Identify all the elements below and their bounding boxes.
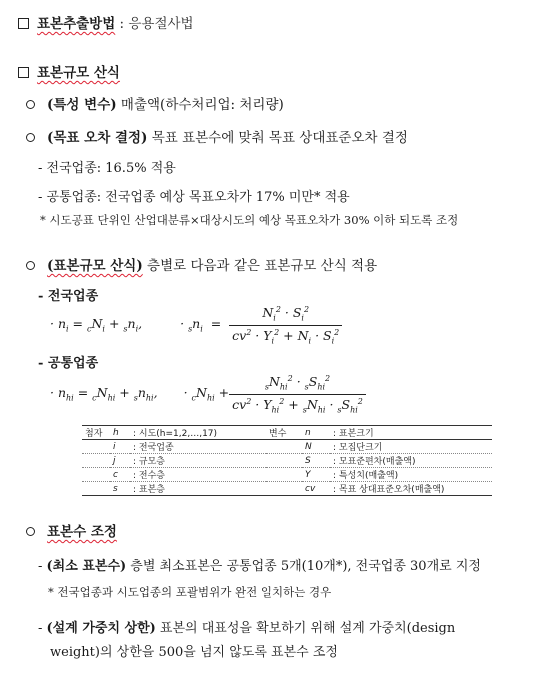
formula-national: · $n_i = _cN_i + _sn_i$, · $_sn_i$ = $\frac{N_i^2 \cdot S_i^2}{cv^2 \cdot Y_i^2 + N_i \cdot S_i^2}$ <box>50 305 342 345</box>
footnote-sido: * 시도공표 단위인 산업대분류×대상시도의 예상 목표오차가 30% 이하 되도록 조정 <box>40 213 459 227</box>
circle-bullet-icon <box>26 527 35 536</box>
subheading-common: - 공통업종 <box>38 356 99 371</box>
circle-bullet-icon <box>26 133 35 142</box>
section-title-sample-size-formula: 표본규모 산식 <box>18 61 120 81</box>
bullet-sample-size-formula: (표본규모 산식) 층별로 다음과 같은 표본규모 산식 적용 <box>26 254 377 274</box>
square-bullet-icon <box>18 67 29 78</box>
section-title-sampling-method: 표본추출방법 : 응용절사법 <box>18 12 194 32</box>
circle-bullet-icon <box>26 100 35 109</box>
detail-minimum-sample: - (최소 표본수) 층별 최소표본은 공통업종 5개(10개*), 전국업종 30개로 지정 <box>38 559 481 574</box>
detail-weight-cap: - (설계 가중치 상한) 표본의 대표성을 확보하기 위해 설계 가중치(design <box>38 621 456 636</box>
bullet-sample-adjustment: 표본수 조정 <box>26 520 117 540</box>
detail-common-industry: - 공통업종: 전국업종 예상 목표오차가 17% 미만* 적용 <box>38 190 350 205</box>
detail-weight-cap-line2: weight)의 상한을 500을 넘지 않도록 표본수 조정 <box>50 645 338 660</box>
notation-row: j : 규모층 S : 모표준편차(매출액) <box>82 454 492 468</box>
bullet-target-variable: (특성 변수) 매출액(하수처리업: 처리량) <box>26 93 284 113</box>
notation-row: i : 전국업종 N : 모집단크기 <box>82 440 492 454</box>
square-bullet-icon <box>18 18 29 29</box>
notation-header-row: 첨자 h : 시도(h=1,2,…,17) 변수 n : 표본크기 <box>82 426 492 440</box>
notation-row: c : 전수층 Y : 특성치(매출액) <box>82 468 492 482</box>
circle-bullet-icon <box>26 261 35 270</box>
subheading-national: - 전국업종 <box>38 289 99 304</box>
notation-row: s : 표본층 cv : 목표 상대표준오차(매출액) <box>82 482 492 496</box>
bullet-target-error: (목표 오차 결정) 목표 표본수에 맞춰 목표 상대표준오차 결정 <box>26 126 408 146</box>
detail-national-industry: - 전국업종: 16.5% 적용 <box>38 161 176 176</box>
formula-common: · $n_{hi} = _cN_{hi} + _sn_{hi}$, · $_cN_{hi}$ + $\frac{_sN_{hi}^2 \cdot _sS_{hi}^2}{cv^2 \cdot Y_{hi}^2 + _sN_{hi} \cdot _sS_{hi}^2}$ <box>50 372 366 416</box>
footnote-coverage: * 전국업종과 시도업종의 포괄범위가 완전 일치하는 경우 <box>48 585 332 599</box>
notation-table <box>82 425 492 496</box>
